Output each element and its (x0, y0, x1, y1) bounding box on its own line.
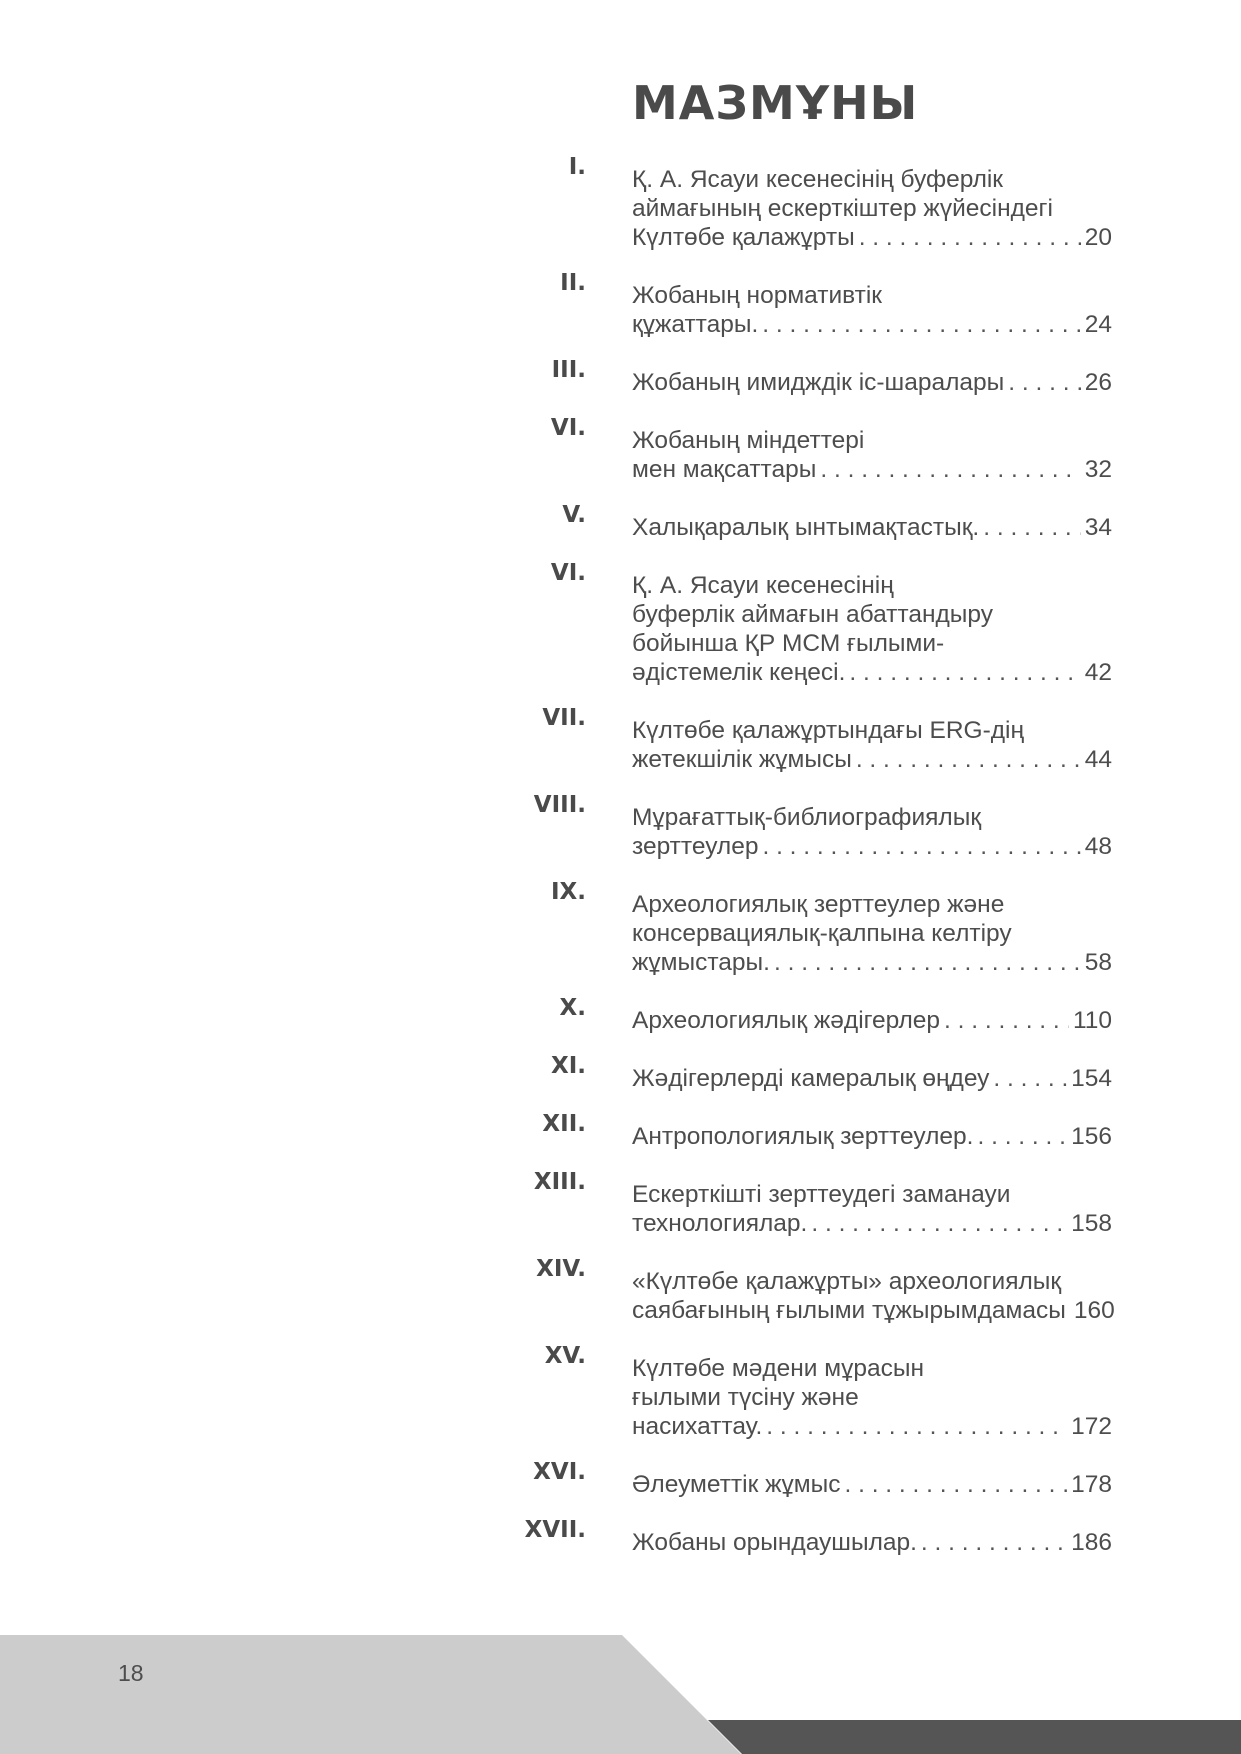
toc-entry-line: зерттеулер (632, 833, 759, 860)
toc-entry (470, 154, 1120, 252)
toc-entry (470, 1111, 1120, 1151)
toc-entry-title (632, 426, 1112, 484)
toc-entry-line: Әлеуметтік жұмыс (632, 1471, 841, 1498)
toc-entry-line: аймағының ескерткіштер жүйесіндегі (632, 195, 1053, 222)
toc-entry-line: Жобаның имидждік іс-шаралары (632, 369, 1005, 396)
toc-entry-last-line (632, 1122, 1112, 1151)
toc-entry (470, 1169, 1120, 1238)
toc-entry-number: II. (560, 270, 586, 296)
toc-entry (470, 415, 1120, 484)
toc-entry-number: XV. (544, 1343, 586, 1369)
toc-entry-title (632, 281, 1112, 339)
dot-leader (811, 1209, 1067, 1238)
dot-leader (859, 223, 1081, 252)
toc-entry-line: құжаттары. (632, 311, 759, 338)
toc-entry-line: Күлтөбе қалажұртындағы ERG-дің (632, 717, 1024, 744)
toc-entry-number: I. (568, 154, 586, 180)
toc-entry-line: Күлтөбе мәдени мұрасын (632, 1355, 925, 1382)
toc-entry-line: технологиялар. (632, 1210, 808, 1237)
toc-entry-page-number: 110 (1072, 1007, 1112, 1034)
dot-leader (856, 745, 1081, 774)
toc-entry (470, 1053, 1120, 1093)
toc-entry-last-line (632, 1064, 1112, 1093)
toc-entry (470, 1343, 1120, 1441)
toc-entry-last-line (632, 223, 1112, 252)
toc-entry-last-line (632, 1528, 1112, 1557)
toc-entry-last-line (632, 745, 1112, 774)
toc-entry-title (632, 1180, 1112, 1238)
toc-entry-title (632, 890, 1112, 977)
toc-entry-line: жұмыстары. (632, 949, 770, 976)
toc-entry-last-line (632, 1006, 1112, 1035)
toc-entry (470, 792, 1120, 861)
toc-entry-number: XVII. (524, 1517, 586, 1543)
toc-entry-page-number: 158 (1071, 1210, 1112, 1237)
toc-entry-line: бойынша ҚР МСМ ғылыми- (632, 630, 945, 657)
toc-entry-line: Археологиялық зерттеулер және (632, 891, 1005, 918)
toc-entry (470, 705, 1120, 774)
toc-entry-number: XI. (550, 1053, 586, 1079)
toc-entry-title (632, 368, 1112, 397)
page-title: МАЗМҰНЫ (632, 76, 919, 130)
toc-entry-title (632, 165, 1112, 252)
dot-leader (993, 1064, 1067, 1093)
footer-band (0, 1635, 1241, 1754)
toc-entry-page-number: 44 (1084, 746, 1112, 773)
toc-entry-line: Қ. А. Ясауи кесенесінің буферлік (632, 166, 1004, 193)
toc-entry-number: VI. (550, 415, 586, 441)
toc-entry-title (632, 1006, 1112, 1035)
toc-entry-title (632, 1064, 1112, 1093)
toc-entry-line: Жобаны орындаушылар. (632, 1529, 917, 1556)
toc-entry-title (632, 1122, 1112, 1151)
toc-entry-last-line (632, 1296, 1115, 1325)
toc-entry-last-line (632, 948, 1112, 977)
toc-entry-page-number: 42 (1084, 659, 1112, 686)
toc-entry-last-line (632, 832, 1112, 861)
toc-entry-number: III. (551, 357, 586, 383)
toc-entry-number: VIII. (533, 792, 586, 818)
toc-entry-last-line (632, 1470, 1112, 1499)
toc-entry-number: VII. (542, 705, 586, 731)
dot-leader (762, 832, 1080, 861)
toc-entry-line: Жәдігерлерді камералық өңдеу (632, 1065, 990, 1092)
toc-entry (470, 270, 1120, 339)
dot-leader (983, 513, 1080, 542)
toc-entry-line: жетекшілік жұмысы (632, 746, 852, 773)
toc-entry-page-number: 160 (1073, 1297, 1115, 1324)
footer-shapes (0, 1635, 1241, 1754)
dot-leader (844, 1470, 1067, 1499)
dot-leader (849, 658, 1080, 687)
toc-entry-line: ғылыми түсіну және (632, 1384, 859, 1411)
toc-entry-line: Жобаның міндеттері (632, 427, 865, 454)
toc-entry-page-number: 154 (1071, 1065, 1112, 1092)
dot-leader (762, 310, 1080, 339)
toc-entry-number: XVI. (533, 1459, 586, 1485)
toc-entry-line: Ескерткішті зерттеудегі заманауи (632, 1181, 1011, 1208)
toc-entry-line: әдістемелік кеңесі. (632, 659, 846, 686)
toc-entry-last-line (632, 1412, 1112, 1441)
table-of-contents (470, 154, 1120, 1557)
dot-leader (820, 455, 1080, 484)
toc-entry-line: Қ. А. Ясауи кесенесінің (632, 572, 894, 599)
toc-entry-page-number: 48 (1084, 833, 1112, 860)
toc-entry-line: консервациялық-қалпына келтіру (632, 920, 1012, 947)
toc-entry-title (632, 803, 1112, 861)
dot-leader (977, 1122, 1067, 1151)
toc-entry-line: Жобаның нормативтік (632, 282, 883, 309)
toc-entry-last-line (632, 513, 1112, 542)
dot-leader (774, 948, 1081, 977)
toc-entry-number: XIII. (533, 1169, 586, 1195)
toc-entry-page-number: 20 (1084, 224, 1112, 251)
toc-entry (470, 357, 1120, 397)
toc-entry-page-number: 186 (1071, 1529, 1112, 1556)
toc-entry-number: IX. (550, 879, 586, 905)
toc-entry-page-number: 32 (1084, 456, 1112, 483)
toc-entry (470, 560, 1120, 687)
toc-entry-line: Антропологиялық зерттеулер. (632, 1123, 974, 1150)
page-number: 18 (118, 1660, 144, 1686)
toc-entry-title (632, 1354, 1112, 1441)
toc-entry-title (632, 513, 1112, 542)
dot-leader (921, 1528, 1067, 1557)
toc-entry-number: X. (559, 995, 586, 1021)
toc-entry (470, 879, 1120, 977)
toc-entry-line: буферлік аймағын абаттандыру (632, 601, 993, 628)
toc-entry-title (632, 716, 1112, 774)
toc-entry-page-number: 58 (1084, 949, 1112, 976)
toc-entry-line: Мұрағаттық-библиографиялық (632, 804, 982, 831)
toc-entry (470, 1256, 1120, 1325)
toc-entry-number: VI. (550, 560, 586, 586)
dot-leader (766, 1412, 1067, 1441)
toc-entry-last-line (632, 455, 1112, 484)
toc-entry-page-number: 172 (1071, 1413, 1112, 1440)
toc-entry-title (632, 571, 1112, 687)
dot-leader (944, 1006, 1069, 1035)
toc-entry-line: Күлтөбе қалажұрты (632, 224, 855, 251)
toc-entry-number: V. (562, 502, 586, 528)
toc-entry-last-line (632, 310, 1112, 339)
toc-entry-page-number: 178 (1071, 1471, 1112, 1498)
toc-entry-line: «Күлтөбе қалажұрты» археологиялық (632, 1268, 1062, 1295)
toc-entry-page-number: 156 (1071, 1123, 1112, 1150)
toc-entry (470, 1517, 1120, 1557)
dot-leader (1008, 368, 1080, 397)
toc-entry-number: XIV. (536, 1256, 586, 1282)
toc-entry (470, 1459, 1120, 1499)
toc-entry-number: XII. (542, 1111, 586, 1137)
toc-entry-last-line (632, 658, 1112, 687)
toc-entry (470, 502, 1120, 542)
toc-entry-title (632, 1470, 1112, 1499)
toc-entry-line: саябағының ғылыми тұжырымдамасы (632, 1297, 1066, 1324)
toc-entry-line: Халықаралық ынтымақтастық. (632, 514, 980, 541)
footer-dark-stripe (708, 1720, 1241, 1754)
toc-entry-line: Археологиялық жәдігерлер (632, 1007, 941, 1034)
toc-entry-line: мен мақсаттары (632, 456, 817, 483)
toc-entry-page-number: 34 (1084, 514, 1112, 541)
toc-entry-title (632, 1528, 1112, 1557)
toc-entry-page-number: 26 (1084, 369, 1112, 396)
toc-entry (470, 995, 1120, 1035)
toc-entry-title (632, 1267, 1115, 1325)
toc-entry-last-line (632, 1209, 1112, 1238)
toc-entry-line: насихаттау. (632, 1413, 763, 1440)
footer-light-shape (0, 1635, 741, 1754)
toc-entry-last-line (632, 368, 1112, 397)
toc-entry-page-number: 24 (1084, 311, 1112, 338)
